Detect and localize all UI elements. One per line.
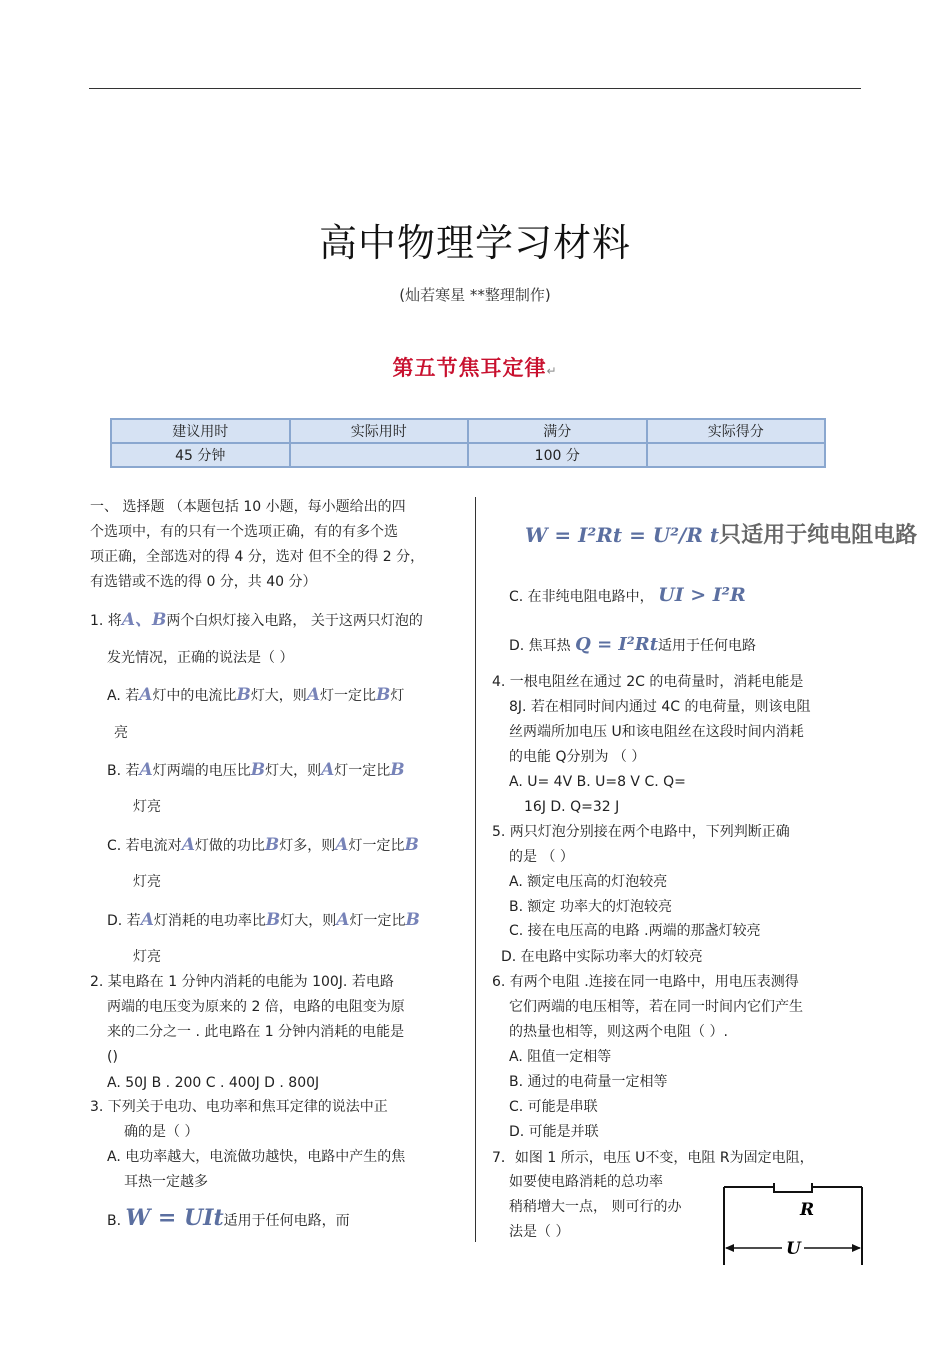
option-text: 灯中的电流比 <box>152 688 237 704</box>
bulb-b-label: B <box>390 760 405 780</box>
option-text: 灯做的功比 <box>194 838 265 854</box>
option-text: 灯大，则 <box>280 913 337 929</box>
option-text: 灯一定比 <box>334 763 391 779</box>
bulb-b-label: B <box>405 910 420 930</box>
separator: 、 <box>135 610 153 630</box>
q4-line: 的电能 Q分别为 （ ） <box>509 749 646 765</box>
intro-line: 一、 选择题 （本题包括 10 小题，每小题给出的四 <box>90 499 406 515</box>
q4-line: 4. 一根电阻丝在通过 2C 的电荷量时，消耗电能是 <box>492 674 804 690</box>
intro-line: 项正确，全部选对的得 4 分，选对 但不全的得 2 分， <box>90 549 425 565</box>
q3-option-a: A. 电功率越大，电流做功越快，电路中产生的焦 <box>107 1149 406 1165</box>
option-text: 灯大，则 <box>250 688 307 704</box>
header-rule <box>89 88 861 89</box>
section-title-text: 第五节焦耳定律 <box>392 356 547 380</box>
bulb-a-label: A <box>139 760 153 780</box>
option-text: 灯一定比 <box>348 838 405 854</box>
q4-options-cont: 16J D. Q=32 J <box>524 799 620 815</box>
section-title <box>0 352 950 382</box>
option-text: 灯一定比 <box>349 913 406 929</box>
formula-note: 只适用于纯电阻电路 <box>719 523 918 548</box>
resistor-icon <box>774 1183 812 1192</box>
q1-option-d-cont: 灯亮 <box>133 949 161 965</box>
bulb-a-label: A <box>306 685 321 705</box>
q2-line: () <box>107 1049 118 1065</box>
option-text: D. 若 <box>107 913 141 929</box>
q2-line: 2. 某电路在 1 分钟内消耗的电能为 100J. 若电路 <box>90 974 394 990</box>
q1-stem <box>90 610 423 631</box>
bulb-b-label: B <box>152 610 167 630</box>
bulb-b-label: B <box>265 910 281 930</box>
q1-text: 1. 将 <box>90 613 122 629</box>
score-header-cell: 满分 <box>468 419 647 443</box>
q3-option-a-cont: 耳热一定越多 <box>124 1174 208 1190</box>
q4-line: 8J. 若在相同时间内通过 4C 的电荷量，则该电阻 <box>509 699 811 715</box>
circuit-diagram <box>722 1183 864 1265</box>
q6-option-b: B. 通过的电荷量一定相等 <box>509 1074 668 1090</box>
bulb-a-label: A <box>140 910 154 930</box>
page-title: 高中物理学习材料 <box>318 221 631 265</box>
q1-option-c <box>107 835 419 856</box>
q1-text: 两个白炽灯接入电路， 关于这两只灯泡的 <box>166 613 423 629</box>
q2-options: A. 50J B . 200 C . 400J D . 800J <box>107 1075 320 1091</box>
q6-option-a: A. 阻值一定相等 <box>509 1049 612 1065</box>
q3-line: 3. 下列关于电功、电功率和焦耳定律的说法中正 <box>90 1099 388 1115</box>
bulb-b-label: B <box>250 760 266 780</box>
score-header-cell: 实际用时 <box>290 419 469 443</box>
q3-line: 确的是（ ） <box>124 1124 199 1140</box>
intro-line: 个选项中，有的只有一个选项正确，有的有多个选 <box>90 524 398 540</box>
option-text: C. 若电流对 <box>107 838 182 854</box>
q5-line: 的是 （ ） <box>509 849 574 865</box>
q5-line: 5. 两只灯泡分别接在两个电路中，下列判断正确 <box>492 824 790 840</box>
arrow-left-icon <box>725 1244 734 1252</box>
bulb-b-label: B <box>264 835 280 855</box>
q3-option-d <box>509 635 756 656</box>
q7-line: 法是（ ） <box>509 1224 570 1240</box>
q3-option-b-cont <box>525 520 917 553</box>
option-text: 灯消耗的电功率比 <box>153 913 266 929</box>
score-table-header-row <box>111 419 825 443</box>
q6-line: 的热量也相等，则这两个电阻（ ）. <box>509 1024 728 1040</box>
score-header-cell: 实际得分 <box>647 419 826 443</box>
arrow-right-icon <box>852 1244 861 1252</box>
voltage-label: U <box>786 1239 801 1259</box>
q1-option-a-cont: 亮 <box>114 725 128 741</box>
q1-option-b-cont: 灯亮 <box>133 799 161 815</box>
bulb-b-label: B <box>376 685 391 705</box>
q5-option-b: B. 额定 功率大的灯泡较亮 <box>509 899 672 915</box>
option-text: A. 若 <box>107 688 140 704</box>
q6-line: 6. 有两个电阻 .连接在同一电路中，用电压表测得 <box>492 974 799 990</box>
option-text: 灯一定比 <box>320 688 377 704</box>
q5-option-d: D. 在电路中实际功率大的灯较亮 <box>501 949 703 965</box>
formula-w-i2rt: W = I²Rt = U²/R t <box>525 523 720 547</box>
q5-option-a: A. 额定电压高的灯泡较亮 <box>509 874 668 890</box>
score-table-value-row <box>111 443 825 467</box>
bulb-a-label: A <box>121 610 136 630</box>
q1-option-c-cont: 灯亮 <box>133 874 161 890</box>
formula-ui-gt-i2r: UI > I²R <box>658 584 746 606</box>
option-text: 灯大，则 <box>265 763 322 779</box>
option-text: 灯两端的电压比 <box>152 763 251 779</box>
bulb-a-label: A <box>321 760 335 780</box>
option-text: 灯 <box>390 688 405 704</box>
score-header-cell: 建议用时 <box>111 419 290 443</box>
bulb-a-label: A <box>335 835 349 855</box>
bulb-a-label: A <box>181 835 195 855</box>
q2-line: 来的二分之一 . 此电路在 1 分钟内消耗的电能是 <box>107 1024 405 1040</box>
option-text: B. <box>107 1213 122 1229</box>
bulb-b-label: B <box>404 835 419 855</box>
q7-line: 7．如图 1 所示，电压 U不变，电阻 R为固定电阻， <box>492 1150 814 1166</box>
score-value-cell <box>290 443 469 467</box>
score-value-cell <box>647 443 826 467</box>
option-text: 适用于任何电路 <box>658 638 757 654</box>
q7-line: 稍稍增大一点， 则可行的办 <box>509 1199 682 1215</box>
return-mark-icon: ↵ <box>546 364 558 378</box>
q1-stem-line2: 发光情况，正确的说法是（ ） <box>107 650 294 666</box>
q2-line: 两端的电压变为原来的 2 倍，电路的电阻变为原 <box>107 999 405 1015</box>
bulb-a-label: A <box>336 910 350 930</box>
column-divider <box>475 497 476 1242</box>
q4-options: A. U= 4V B. U=8 V C. Q= <box>509 774 686 790</box>
option-text: B. 若 <box>107 763 140 779</box>
q4-line: 丝两端所加电压 U和该电阻丝在这段时间内消耗 <box>509 724 804 740</box>
q3-option-c <box>509 585 746 607</box>
option-text: D. 焦耳热 <box>509 638 571 654</box>
bulb-b-label: B <box>236 685 251 705</box>
option-text: 适用于任何电路，而 <box>223 1213 350 1229</box>
q5-option-c: C. 接在电压高的电路 .两端的那盏灯较亮 <box>509 923 761 939</box>
resistor-label: R <box>800 1200 815 1220</box>
q1-option-b <box>107 760 405 781</box>
score-table <box>110 418 826 468</box>
option-text: C. 在非纯电阻电路中， <box>509 589 654 605</box>
q6-option-d: D. 可能是并联 <box>509 1124 599 1140</box>
score-value-cell: 45 分钟 <box>111 443 290 467</box>
q1-option-d <box>107 910 420 931</box>
q6-line: 它们两端的电压相等，若在同一时间内它们产生 <box>509 999 803 1015</box>
score-value-cell: 100 分 <box>468 443 647 467</box>
page-subtitle: (灿若寒星 **整理制作) <box>399 286 551 304</box>
q6-option-c: C. 可能是串联 <box>509 1099 598 1115</box>
intro-line: 有选错或不选的得 0 分，共 40 分） <box>90 574 317 590</box>
option-text: 灯多，则 <box>279 838 336 854</box>
q3-option-b <box>107 1205 350 1231</box>
bulb-a-label: A <box>139 685 153 705</box>
formula-w-uit: W = UIt <box>125 1205 224 1231</box>
formula-q-i2rt: Q = I²Rt <box>575 634 659 655</box>
q7-line: 如要使电路消耗的总功率 <box>509 1174 663 1190</box>
q1-option-a <box>107 685 404 706</box>
